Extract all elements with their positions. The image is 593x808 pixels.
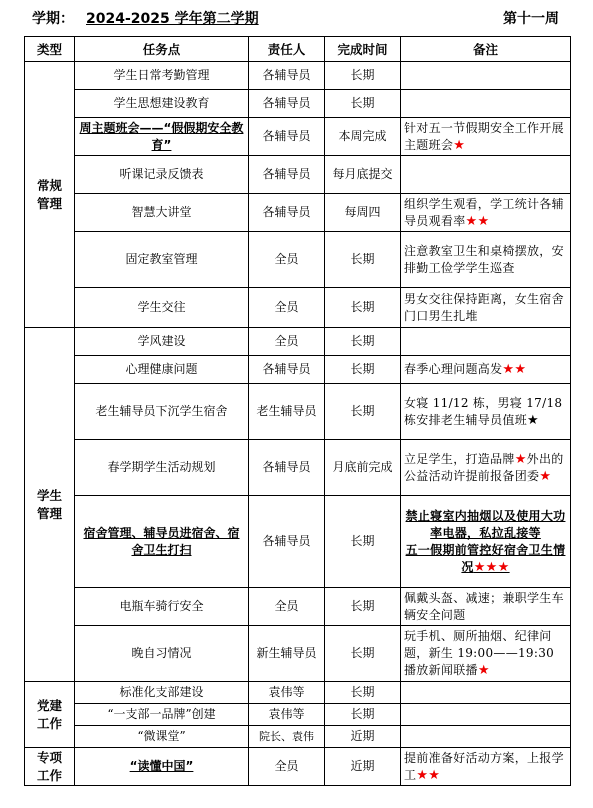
note-cell: 佩戴头盔、减速；兼职学生车辆安全问题	[401, 588, 571, 626]
task-cell: “微课堂”	[75, 726, 249, 748]
owner-cell: 全员	[249, 288, 325, 328]
owner-cell: 各辅导员	[249, 118, 325, 156]
time-cell: 长期	[325, 496, 401, 588]
column-header: 类型	[25, 37, 75, 62]
task-cell: 学生交往	[75, 288, 249, 328]
table-row	[25, 288, 571, 328]
note-cell	[401, 704, 571, 726]
table-row	[25, 90, 571, 118]
week-label: 第十一周	[503, 11, 559, 27]
term-label: 学期：	[32, 11, 74, 27]
owner-cell: 新生辅导员	[249, 626, 325, 682]
note-cell: 玩手机、厕所抽烟、纪律问题，新生 19:00——19:30 播放新闻联播★	[401, 626, 571, 682]
owner-cell: 老生辅导员	[249, 384, 325, 440]
table-row	[25, 232, 571, 288]
owner-cell: 全员	[249, 588, 325, 626]
table-row	[25, 588, 571, 626]
time-cell: 长期	[325, 288, 401, 328]
note-cell: 注意教室卫生和桌椅摆放，安排勤工俭学学生巡查	[401, 232, 571, 288]
note-cell	[401, 90, 571, 118]
note-cell: 女寝 11/12 栋，男寝 17/18 栋安排老生辅导员值班★	[401, 384, 571, 440]
table-row	[25, 682, 571, 704]
time-cell: 本周完成	[325, 118, 401, 156]
table-row	[25, 440, 571, 496]
note-cell	[401, 682, 571, 704]
owner-cell: 各辅导员	[249, 356, 325, 384]
task-cell: 学生日常考勤管理	[75, 62, 249, 90]
weekly-task-table	[24, 36, 571, 786]
owner-cell: 全员	[249, 232, 325, 288]
owner-cell: 全员	[249, 328, 325, 356]
note-cell	[401, 726, 571, 748]
time-cell: 每月底提交	[325, 156, 401, 194]
star-icon: ★	[453, 137, 466, 153]
task-cell: 电瓶车骑行安全	[75, 588, 249, 626]
table-row	[25, 748, 571, 786]
category-cell-regular: 常规管理	[25, 62, 75, 328]
task-cell: 心理健康问题	[75, 356, 249, 384]
time-cell: 月底前完成	[325, 440, 401, 496]
star-icon: ★★	[416, 767, 441, 783]
category-cell-party: 党建工作	[25, 682, 75, 748]
table-row	[25, 118, 571, 156]
task-cell: 宿舍管理、辅导员进宿舍、宿舍卫生打扫	[75, 496, 249, 588]
owner-cell: 各辅导员	[249, 194, 325, 232]
category-cell-student: 学生管理	[25, 328, 75, 682]
table-row	[25, 704, 571, 726]
time-cell: 长期	[325, 232, 401, 288]
column-header: 备注	[401, 37, 571, 62]
task-cell: 学生思想建设教育	[75, 90, 249, 118]
star-icon: ★	[539, 468, 552, 484]
time-cell: 长期	[325, 328, 401, 356]
owner-cell: 院长、袁伟	[249, 726, 325, 748]
task-cell: 春学期学生活动规划	[75, 440, 249, 496]
time-cell: 长期	[325, 356, 401, 384]
task-cell: 老生辅导员下沉学生宿舍	[75, 384, 249, 440]
task-cell: 周主题班会——“假假期安全教育”	[75, 118, 249, 156]
task-cell: 标准化支部建设	[75, 682, 249, 704]
table-row	[25, 62, 571, 90]
time-cell: 近期	[325, 726, 401, 748]
column-header: 责任人	[249, 37, 325, 62]
time-cell: 长期	[325, 90, 401, 118]
note-cell: 提前准备好活动方案，上报学工★★	[401, 748, 571, 786]
time-cell: 长期	[325, 62, 401, 90]
owner-cell: 全员	[249, 748, 325, 786]
owner-cell: 各辅导员	[249, 62, 325, 90]
table-header-row	[25, 37, 571, 62]
term-value: 2024-2025 学年第二学期	[86, 11, 259, 27]
task-cell: “一支部一品牌”创建	[75, 704, 249, 726]
table-row	[25, 328, 571, 356]
time-cell: 长期	[325, 704, 401, 726]
task-cell: 固定教室管理	[75, 232, 249, 288]
owner-cell: 各辅导员	[249, 496, 325, 588]
category-cell-special: 专项工作	[25, 748, 75, 786]
note-cell: 男女交往保持距离，女生宿舍门口男生扎堆	[401, 288, 571, 328]
column-header: 任务点	[75, 37, 249, 62]
time-cell: 每周四	[325, 194, 401, 232]
table-row	[25, 496, 571, 588]
time-cell: 近期	[325, 748, 401, 786]
time-cell: 长期	[325, 588, 401, 626]
owner-cell: 各辅导员	[249, 90, 325, 118]
table-row	[25, 356, 571, 384]
task-cell: 听课记录反馈表	[75, 156, 249, 194]
star-icon: ★★★	[473, 559, 510, 575]
time-cell: 长期	[325, 384, 401, 440]
star-icon: ★	[527, 412, 539, 428]
star-icon: ★★	[502, 362, 527, 377]
column-header: 完成时间	[325, 37, 401, 62]
note-cell: 针对五一节假期安全工作开展主题班会★	[401, 118, 571, 156]
star-icon: ★★	[465, 213, 490, 229]
note-cell	[401, 62, 571, 90]
task-cell: “读懂中国”	[75, 748, 249, 786]
star-icon: ★	[514, 451, 527, 467]
note-cell	[401, 328, 571, 356]
owner-cell: 各辅导员	[249, 440, 325, 496]
note-cell: 立足学生，打造品牌★外出的公益活动许提前报备团委★	[401, 440, 571, 496]
star-icon: ★	[477, 663, 490, 678]
table-row	[25, 194, 571, 232]
table-row	[25, 384, 571, 440]
time-cell: 长期	[325, 626, 401, 682]
owner-cell: 袁伟等	[249, 704, 325, 726]
note-cell: 禁止寝室内抽烟以及使用大功率电器，私拉乱接等 五一假期前管控好宿舍卫生情况★★★	[401, 496, 571, 588]
task-cell: 智慧大讲堂	[75, 194, 249, 232]
note-cell: 春季心理问题高发★★	[401, 356, 571, 384]
task-cell: 晚自习情况	[75, 626, 249, 682]
task-cell: 学风建设	[75, 328, 249, 356]
table-row	[25, 726, 571, 748]
time-cell: 长期	[325, 682, 401, 704]
table-row	[25, 156, 571, 194]
note-cell: 组织学生观看，学工统计各辅导员观看率★★	[401, 194, 571, 232]
owner-cell: 各辅导员	[249, 156, 325, 194]
owner-cell: 袁伟等	[249, 682, 325, 704]
table-row	[25, 626, 571, 682]
note-cell	[401, 156, 571, 194]
page-header	[0, 0, 593, 34]
